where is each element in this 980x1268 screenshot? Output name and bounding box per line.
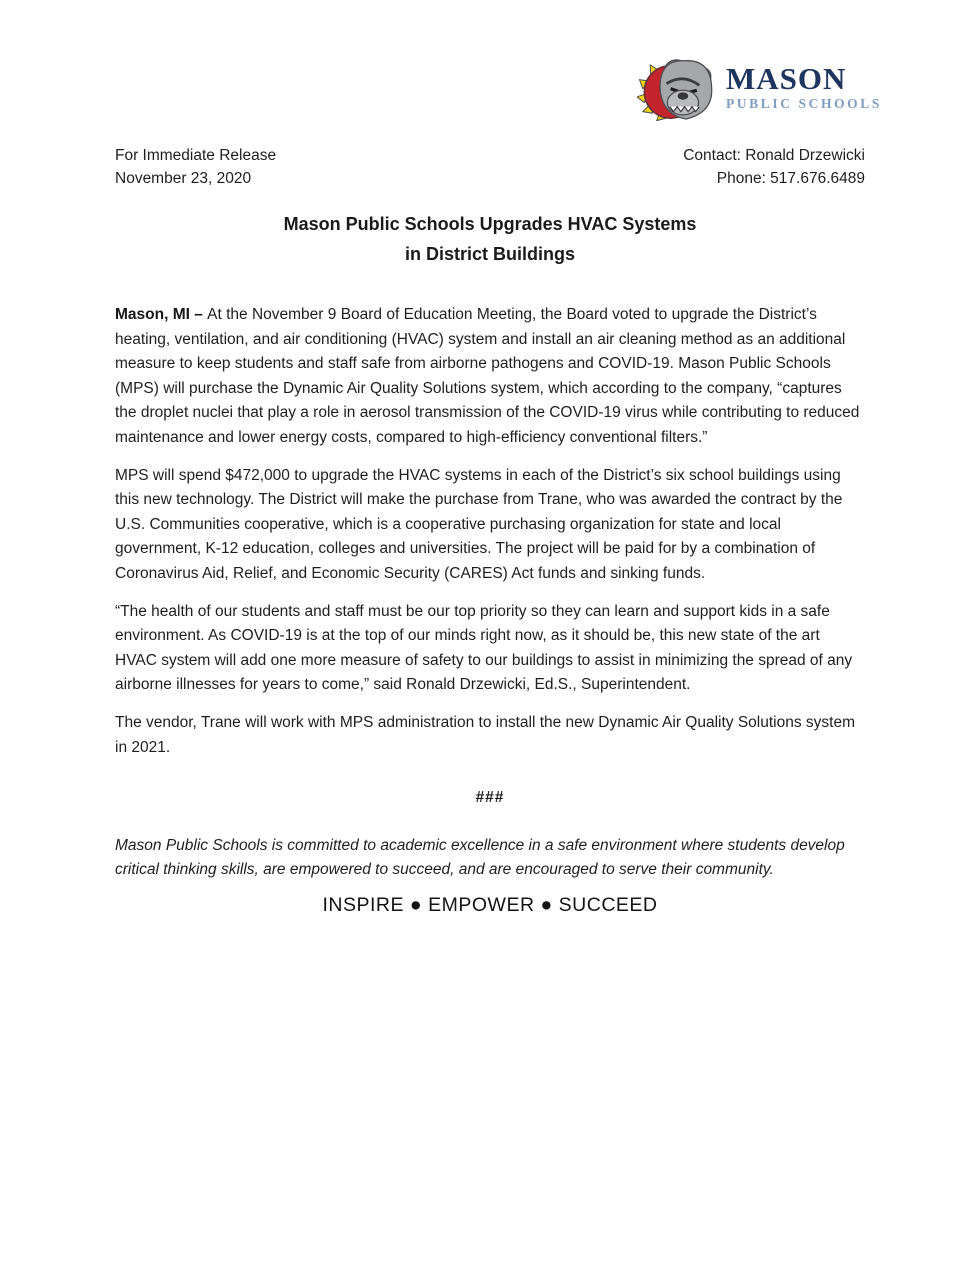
- contact-name: Contact: Ronald Drzewicki: [683, 147, 865, 164]
- release-header: [115, 144, 865, 190]
- release-info: [115, 144, 276, 190]
- district-logo-subtitle: PUBLIC SCHOOLS: [725, 96, 882, 112]
- paragraph-3: “The health of our students and staff must be our top priority so they can learn and support kids in a safe environment. As COVID-19 is at the top of our minds right now, as it should be, this new state of the art HVAC system will add one more measure of safety to our buildings to assist in minimizing the spread of any airborne illnesses for years to come,” said Ronald Drzewicki, Ed.S., Superintendent.: [115, 602, 853, 694]
- end-marker: ###: [475, 789, 505, 807]
- mission-statement: Mason Public Schools is committed to academic excellence in a safe environment where students develop critical thinking skills, are empowered to succeed, and are encouraged to serve their community.: [115, 837, 845, 879]
- document-content: [115, 0, 865, 917]
- headline-line-2: in District Buildings: [404, 243, 575, 264]
- release-date: November 23, 2020: [115, 170, 252, 187]
- district-motto: INSPIRE ● EMPOWER ● SUCCEED: [322, 894, 658, 917]
- district-logo-name: MASON: [725, 61, 847, 97]
- body-copy: [115, 303, 865, 917]
- dateline-lead: Mason, MI –: [115, 306, 208, 323]
- release-line: For Immediate Release: [115, 147, 277, 164]
- contact-info: [683, 144, 865, 190]
- headline-line-1: Mason Public Schools Upgrades HVAC Systems: [283, 214, 697, 234]
- paragraph-2: MPS will spend $472,000 to upgrade the HVAC systems in each of the District’s six school buildings using this new technology. The District will make the purchase from Trane, who was awarded the contract by the U.S. Communities cooperative, which is a cooperative purchasing organization for state and local government, K-12 education, colleges and universities. The project will be paid for by a combination of Coronavirus Aid, Relief, and Economic Security (CARES) Act funds and sinking funds.: [115, 466, 843, 582]
- headline: [115, 210, 865, 269]
- paragraph-1: [115, 303, 865, 451]
- paragraph-1-text: At the November 9 Board of Education Meeting, the Board voted to upgrade the District’s heating, ventilation, and air conditioning (HVAC) system and install an air cleaning method as an additional measure to keep students and staff safe from airborne pathogens and COVID-19. Mason Public Schools (MPS) will purchase the Dynamic Air Quality Solutions system, which according to the company, “captures the droplet nuclei that play a role in aerosol transmission of the COVID-19 virus while contributing to reduced maintenance and lower energy costs, compared to high-efficiency conventional filters.”: [115, 306, 860, 446]
- paragraph-4: The vendor, Trane will work with MPS administration to install the new Dynamic Air Quality Solutions system in 2021.: [115, 713, 855, 756]
- contact-phone: Phone: 517.676.6489: [716, 170, 865, 187]
